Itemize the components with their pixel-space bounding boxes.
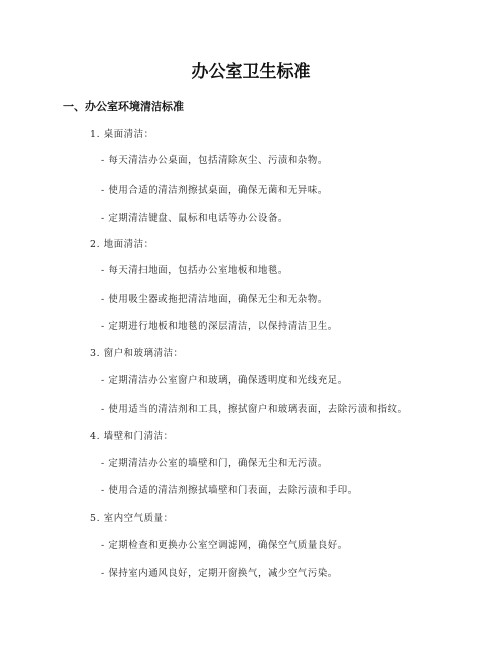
list-item: - 使用吸尘器或拖把清洁地面，确保无尘和无杂物。 <box>101 294 328 305</box>
section-heading: 一、办公室环境清洁标准 <box>63 100 184 113</box>
item-heading-windows: 3. 窗户和玻璃清洁： <box>90 348 184 359</box>
list-item: - 使用合适的清洁剂擦拭墙壁和门表面，去除污渍和手印。 <box>101 485 358 496</box>
item-heading-floor: 2. 地面清洁： <box>90 239 154 250</box>
list-item: - 每天清洁办公桌面，包括清除灰尘、污渍和杂物。 <box>101 155 328 166</box>
list-item: - 使用适当的清洁剂和工具，擦拭窗户和玻璃表面，去除污渍和指纹。 <box>101 404 408 415</box>
list-item: - 保持室内通风良好，定期开窗换气，减少空气污染。 <box>101 568 338 579</box>
item-heading-walls: 4. 墙壁和门清洁： <box>90 431 174 442</box>
list-item: - 定期清洁办公室的墙壁和门，确保无尘和无污渍。 <box>101 458 328 469</box>
list-item: - 定期进行地板和地毯的深层清洁，以保持清洁卫生。 <box>101 321 338 332</box>
list-item: - 每天清扫地面，包括办公室地板和地毯。 <box>101 265 288 276</box>
list-item: - 使用合适的清洁剂擦拭桌面，确保无菌和无异味。 <box>101 185 328 196</box>
item-heading-desk: 1. 桌面清洁： <box>90 129 154 140</box>
item-heading-air: 5. 室内空气质量： <box>90 513 174 524</box>
list-item: - 定期检查和更换办公室空调滤网，确保空气质量良好。 <box>101 540 348 551</box>
list-item: - 定期清洁键盘、鼠标和电话等办公设备。 <box>101 213 288 224</box>
list-item: - 定期清洁办公室窗户和玻璃，确保透明度和光线充足。 <box>101 375 348 386</box>
document-title: 办公室卫生标准 <box>191 62 311 82</box>
